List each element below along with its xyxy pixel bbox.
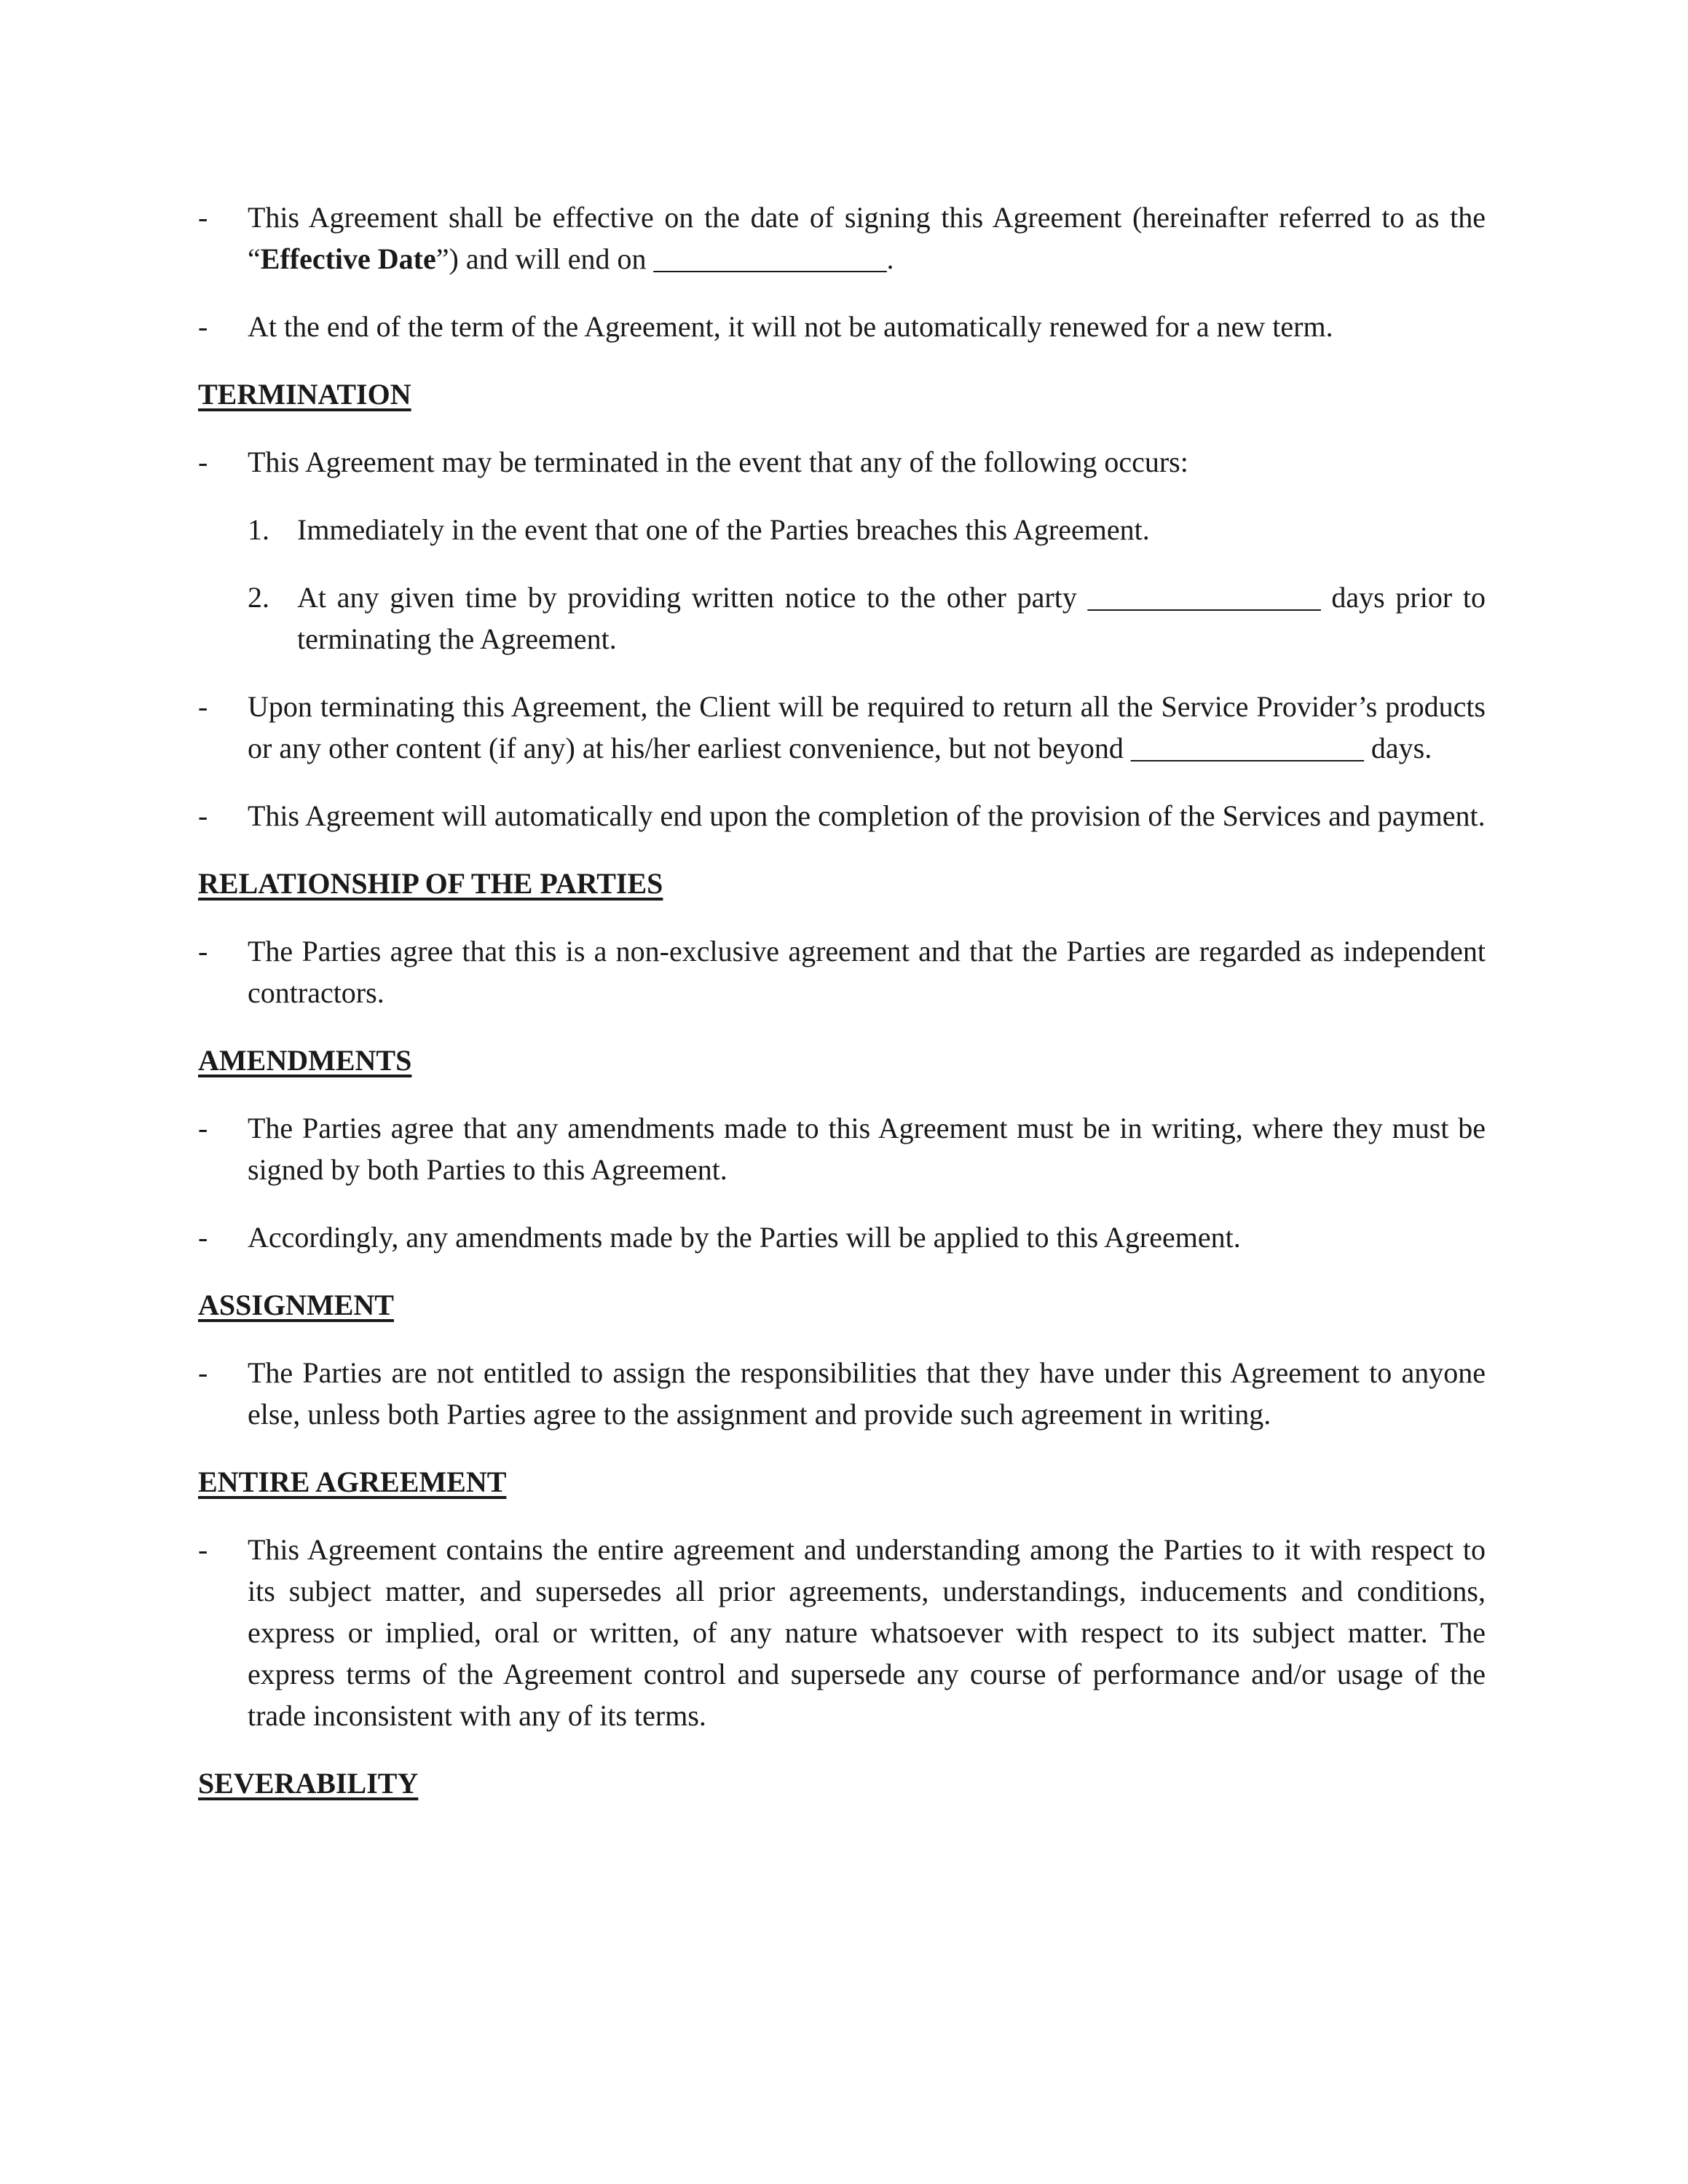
bullet-dash: - bbox=[198, 1221, 208, 1254]
amendments-applied-clause bbox=[198, 1216, 1486, 1258]
bullet-dash: - bbox=[198, 799, 208, 832]
bullet-dash: - bbox=[198, 690, 208, 723]
bullet-dash: - bbox=[198, 310, 208, 343]
automatic-end-text: This Agreement will automatically end upon the completion of the provision of the Services and payment. bbox=[248, 799, 1486, 832]
assignment-heading: ASSIGNMENT bbox=[198, 1289, 394, 1321]
relationship-text: The Parties agree that this is a non-exclusive agreement and that the Parties are regarded as independent contractors. bbox=[248, 935, 1486, 1009]
termination-intro bbox=[198, 441, 1486, 483]
entire-agreement-heading: ENTIRE AGREEMENT bbox=[198, 1465, 507, 1498]
automatic-end-clause bbox=[198, 795, 1486, 836]
return-products-text: Upon terminating this Agreement, the Client will be required to return all the Service Provider’s products or any other content (if any) at his/her earliest convenience, but not beyond ________________ days. bbox=[248, 690, 1486, 764]
bullet-dash: - bbox=[198, 1356, 208, 1389]
effective-date-term: Effective Date bbox=[260, 242, 436, 275]
effective-date-text-post: ”) and will end on ________________. bbox=[435, 242, 894, 275]
no-renewal-text: At the end of the term of the Agreement, it will not be automatically renewed for a new term. bbox=[248, 310, 1333, 343]
list-number: 1. bbox=[248, 513, 269, 546]
amendments-applied-text: Accordingly, any amendments made by the Parties will be applied to this Agreement. bbox=[248, 1221, 1241, 1254]
relationship-clause bbox=[198, 930, 1486, 1013]
assignment-clause bbox=[198, 1352, 1486, 1435]
entire-agreement-clause bbox=[198, 1529, 1486, 1736]
severability-heading: SEVERABILITY bbox=[198, 1767, 419, 1800]
assignment-text: The Parties are not entitled to assign the responsibilities that they have under this Agreement to anyone else, unless both Parties agree to the assignment and provide such agreement in writing. bbox=[248, 1356, 1486, 1431]
effective-date-text-pre: This Agreement shall be effective on the date of signing this Agreement (hereinafter referred to as the “ bbox=[248, 201, 1486, 275]
effective-date-clause bbox=[198, 197, 1486, 280]
termination-item-2 bbox=[198, 577, 1486, 660]
relationship-heading: RELATIONSHIP OF THE PARTIES bbox=[198, 867, 663, 900]
entire-agreement-text: This Agreement contains the entire agreement and understanding among the Parties to it with respect to its subject matter, and supersedes all prior agreements, understandings, inducements and conditions, express or implied, oral or written, of any nature whatsoever with respect to its subject matter. The express terms of the Agreement control and supersede any course of performance and/or usage of the trade inconsistent with any of its terms. bbox=[248, 1533, 1486, 1732]
termination-heading: TERMINATION bbox=[198, 378, 411, 411]
no-renewal-clause bbox=[198, 306, 1486, 347]
termination-item-1 bbox=[198, 509, 1486, 550]
list-number: 2. bbox=[248, 581, 269, 614]
termination-item-text: At any given time by providing written notice to the other party ________________ days prior to terminating the Agreement. bbox=[297, 581, 1486, 655]
document-page bbox=[198, 197, 1486, 1830]
bullet-dash: - bbox=[198, 201, 208, 234]
bullet-dash: - bbox=[198, 1112, 208, 1144]
amendments-heading: AMENDMENTS bbox=[198, 1044, 412, 1077]
return-products-clause bbox=[198, 686, 1486, 769]
termination-intro-text: This Agreement may be terminated in the event that any of the following occurs: bbox=[248, 446, 1188, 478]
bullet-dash: - bbox=[198, 1533, 208, 1566]
termination-item-text: Immediately in the event that one of the Parties breaches this Agreement. bbox=[297, 513, 1150, 546]
bullet-dash: - bbox=[198, 935, 208, 968]
amendments-writing-text: The Parties agree that any amendments made to this Agreement must be in writing, where they must be signed by both Parties to this Agreement. bbox=[248, 1112, 1486, 1186]
amendments-writing-clause bbox=[198, 1107, 1486, 1190]
bullet-dash: - bbox=[198, 446, 208, 478]
